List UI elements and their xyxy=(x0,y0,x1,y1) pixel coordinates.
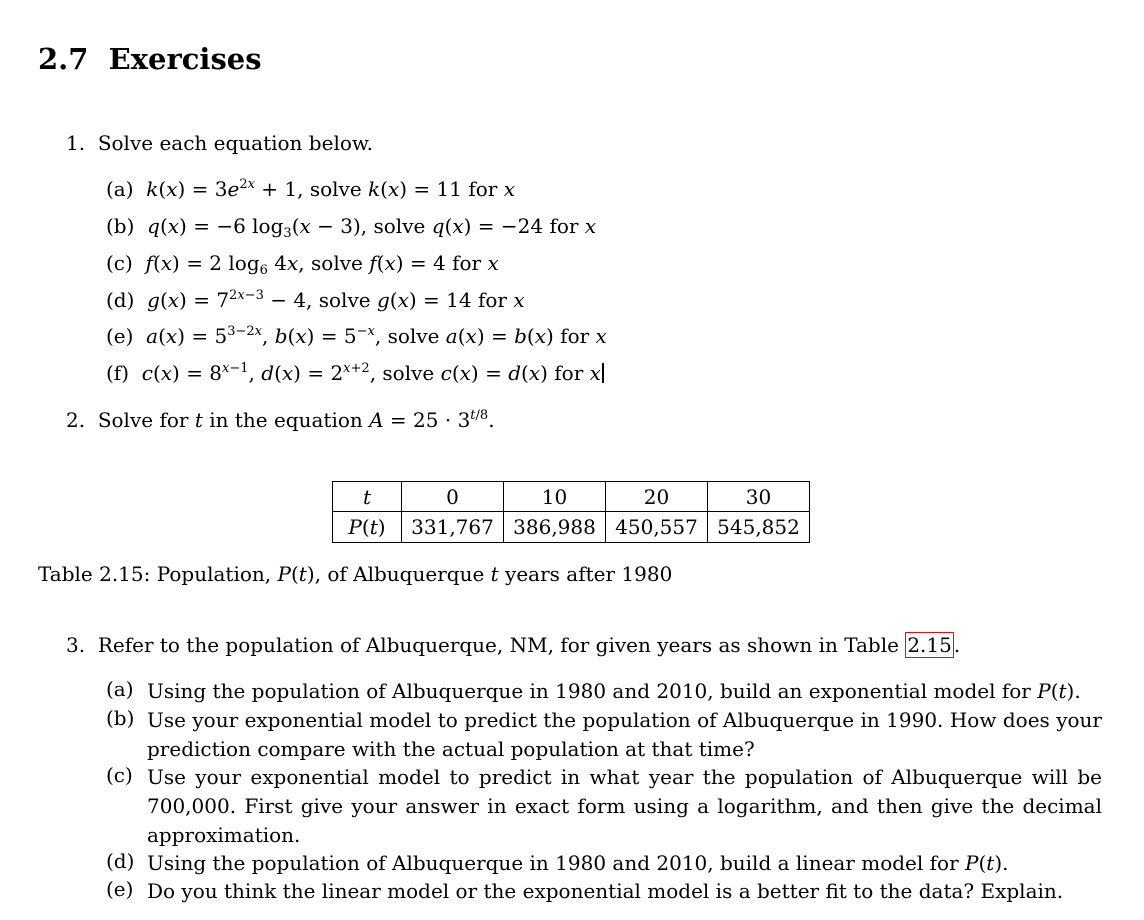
table-cell: 386,988 xyxy=(504,512,606,543)
exercise-1 xyxy=(66,131,373,155)
table-row xyxy=(333,482,810,512)
part-label: (a) xyxy=(106,677,134,701)
part-label: (b) xyxy=(106,706,135,730)
table-cell: 30 xyxy=(708,482,810,512)
exercise-1f xyxy=(106,361,604,385)
exercise-3a: Using the population of Albuquerque in 1980 and 2010, build an exponential model for P(t). xyxy=(147,679,1081,703)
exercise-1a xyxy=(106,177,515,201)
exercise-3e: Do you think the linear model or the exponential model is a better fit to the data? Explain. xyxy=(147,879,1064,903)
table-reference-link[interactable]: 2.15 xyxy=(907,633,952,657)
caption-text: Table 2.15: Population, xyxy=(38,562,272,586)
caption-text: years after 1980 xyxy=(505,562,673,586)
caption-text: , of Albuquerque xyxy=(314,562,485,586)
part-label: (f) xyxy=(106,361,130,385)
part-label: (a) xyxy=(106,177,134,201)
caption-var: t xyxy=(490,562,499,586)
table-cell: 331,767 xyxy=(402,512,504,543)
part-label: (d) xyxy=(106,849,135,873)
exercise-text: Refer to the population of Albuquerque, NM, for given years as shown in Table xyxy=(97,633,899,657)
equation: $g(x) = 7^{2x-3} - 4$, solve g(x) = 14 for x xyxy=(147,288,525,312)
equation: $k(x) = 3e^{2x} + 1$, solve k(x) = 11 for x xyxy=(146,177,515,201)
table-caption xyxy=(38,562,672,586)
part-label: (b) xyxy=(106,214,135,238)
exercise-1b xyxy=(106,214,597,241)
text-cursor xyxy=(602,363,604,383)
table-cell: 545,852 xyxy=(708,512,810,543)
exercise-number: 3. xyxy=(66,633,86,657)
exercise-1d xyxy=(106,288,525,312)
exercise-3c: Use your exponential model to predict in what year the population of Albuquerque will be 700,000. First give your answer in exact form using a logarithm, and then give the decimal approximation. xyxy=(147,765,1102,847)
part-label: (c) xyxy=(106,251,133,275)
exercise-3d: Using the population of Albuquerque in 1980 and 2010, build a linear model for P(t). xyxy=(147,851,1009,875)
exercise-number: 2. xyxy=(66,408,86,432)
part-label: (e) xyxy=(106,877,134,901)
section-number: 2.7 xyxy=(38,42,89,76)
exercise-3b: Use your exponential model to predict the population of Albuquerque in 1990. How does your prediction compare with the actual population at that time? xyxy=(147,708,1102,761)
table-row xyxy=(333,512,810,543)
part-text: Using the population of Albuquerque in 1980 and 2010, build an exponential model for xyxy=(147,679,1031,703)
exercise-3: 3. Refer to the population of Albuquerque, NM, for given years as shown in Table 2.15 . xyxy=(66,633,961,657)
part-label: (d) xyxy=(106,288,135,312)
exercise-number: 1. xyxy=(66,131,86,155)
equation: f(x) = 2 $\log_6 4x$, solve f(x) = 4 for x xyxy=(145,251,499,278)
table-cell: 10 xyxy=(504,482,606,512)
variable: t xyxy=(194,408,203,432)
table-cell: 450,557 xyxy=(606,512,708,543)
equation: q(x) = −6 $\log_3(x - 3)$, solve q(x) = −24 for x xyxy=(147,214,597,241)
exercise-text: in the equation xyxy=(209,408,363,432)
exercise-1e xyxy=(106,324,607,348)
part-label: (e) xyxy=(106,324,134,348)
caption-func: P(t) xyxy=(277,562,315,586)
exercise-1c xyxy=(106,251,499,278)
section-title-text: Exercises xyxy=(108,42,262,76)
exercise-text: Solve each equation below. xyxy=(97,131,373,155)
table-header-cell: t xyxy=(333,482,402,512)
part-label: (c) xyxy=(106,763,133,787)
equation: $A = 25 \cdot 3^{t/8}$. xyxy=(369,408,495,432)
equation: $a(x) = 5^{3-2x}$, $b(x) = 5^{-x}$, solve a(x) = b(x) for x xyxy=(146,324,607,348)
section-heading xyxy=(38,42,262,76)
part-text: Using the population of Albuquerque in 1980 and 2010, build a linear model for xyxy=(147,851,959,875)
table-cell: 20 xyxy=(606,482,708,512)
population-table xyxy=(332,481,810,543)
exercise-text: Solve for xyxy=(97,408,189,432)
equation: $c(x) = 8^{x-1}$, $d(x) = 2^{x+2}$, solve c(x) = d(x) for x xyxy=(141,361,601,385)
table-header-cell: P(t) xyxy=(333,512,402,543)
table-cell: 0 xyxy=(402,482,504,512)
exercise-2 xyxy=(66,408,495,432)
